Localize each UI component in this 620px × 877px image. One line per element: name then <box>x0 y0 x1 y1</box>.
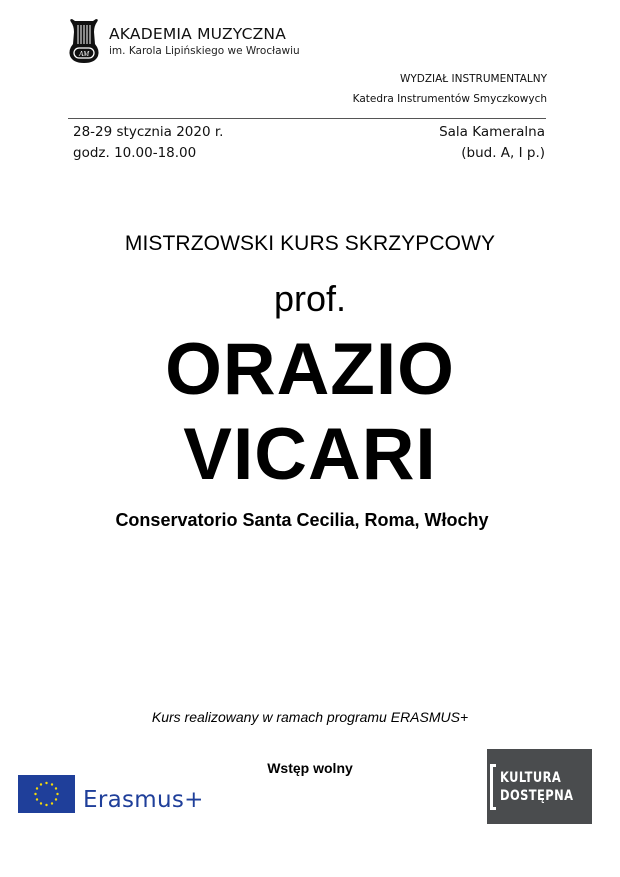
title-prefix: prof. <box>273 278 347 319</box>
svg-text:AM: AM <box>78 50 90 58</box>
institution-subtitle: im. Karola Lipińskiego we Wrocławiu <box>109 44 300 57</box>
course-title: MISTRZOWSKI KURS SKRZYPCOWY <box>124 232 496 255</box>
erasmus-logo-text: Erasmus+ <box>83 787 204 813</box>
lyre-icon <box>67 18 101 64</box>
performer-affiliation: Conservatorio Santa Cecilia, Roma, Włochy <box>115 510 489 530</box>
date-time-block <box>73 122 223 164</box>
kultura-line1: KULTURA <box>499 769 561 786</box>
department-block <box>353 72 547 107</box>
erasmus-logo <box>18 775 204 813</box>
admission-note: Wstęp wolny <box>267 760 353 776</box>
event-hours: godz. 10.00-18.00 <box>73 145 197 161</box>
bracket-icon <box>490 764 496 810</box>
program-note: Kurs realizowany w ramach programu ERASMUS+ <box>151 709 469 725</box>
venue-block <box>439 122 545 164</box>
faculty-name: WYDZIAŁ INSTRUMENTALNY <box>399 73 547 85</box>
performer-last-name: VICARI <box>183 414 437 495</box>
event-venue-detail: (bud. A, I p.) <box>461 145 545 161</box>
kultura-line2: DOSTĘPNA <box>499 787 574 804</box>
department-name: Katedra Instrumentów Smyczkowych <box>352 93 547 105</box>
performer-first-name: ORAZIO <box>165 329 455 410</box>
kultura-dostepna-logo <box>487 749 592 824</box>
event-venue: Sala Kameralna <box>439 124 545 140</box>
academy-logo <box>67 17 300 65</box>
institution-name: AKADEMIA MUZYCZNA <box>109 24 287 43</box>
eu-flag-icon <box>18 775 75 813</box>
event-date: 28-29 stycznia 2020 r. <box>73 124 224 140</box>
header-divider <box>68 118 546 119</box>
